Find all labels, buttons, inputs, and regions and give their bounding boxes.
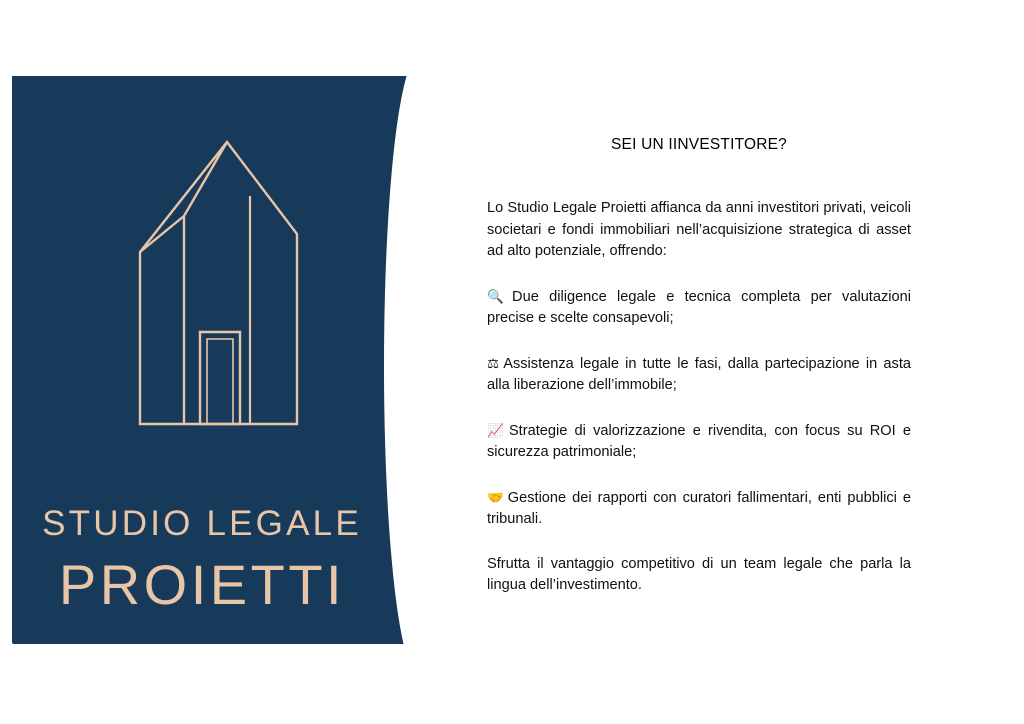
handshake-icon: 🤝 bbox=[487, 489, 506, 505]
bullet-item-1 bbox=[487, 286, 911, 330]
bullet-text-2: Assistenza legale in tutte le fasi, dalla partecipazione in asta alla liberazione dell’immobile; bbox=[487, 355, 911, 393]
bullet-text-1: Due diligence legale e tecnica completa per valutazioni precise e scelte consapevoli; bbox=[487, 288, 911, 326]
logo-text-line2: PROIETTI bbox=[58, 553, 346, 616]
bullet-item-3 bbox=[487, 420, 911, 464]
bullet-item-4 bbox=[487, 487, 911, 531]
page-title: SEI UN IINVESTITORE? bbox=[611, 136, 787, 153]
body-block bbox=[487, 198, 911, 597]
bullet-text-3: Strategie di valorizzazione e rivendita, con focus su ROI e sicurezza patrimoniale; bbox=[487, 422, 911, 460]
magnifier-icon: 🔍 bbox=[487, 288, 511, 304]
closing-paragraph: Sfrutta il vantaggio competitivo di un team legale che parla la lingua dell’investimento. bbox=[487, 555, 911, 593]
logo-text-line1: STUDIO LEGALE bbox=[42, 504, 362, 543]
logo-panel bbox=[12, 76, 420, 644]
balance-scale-icon: ⚖ bbox=[487, 355, 502, 371]
content-column bbox=[487, 118, 911, 597]
house-outline-icon bbox=[122, 124, 312, 454]
chart-increasing-icon: 📈 bbox=[487, 422, 507, 438]
logo-inner bbox=[12, 76, 392, 644]
bullet-item-2 bbox=[487, 353, 911, 397]
bullet-text-4: Gestione dei rapporti con curatori fallimentari, enti pubblici e tribunali. bbox=[487, 489, 911, 527]
intro-paragraph: Lo Studio Legale Proietti affianca da anni investitori privati, veicoli societari e fondi immobiliari nell’acquisizione strategica di asset ad alto potenziale, offrendo: bbox=[487, 200, 911, 259]
